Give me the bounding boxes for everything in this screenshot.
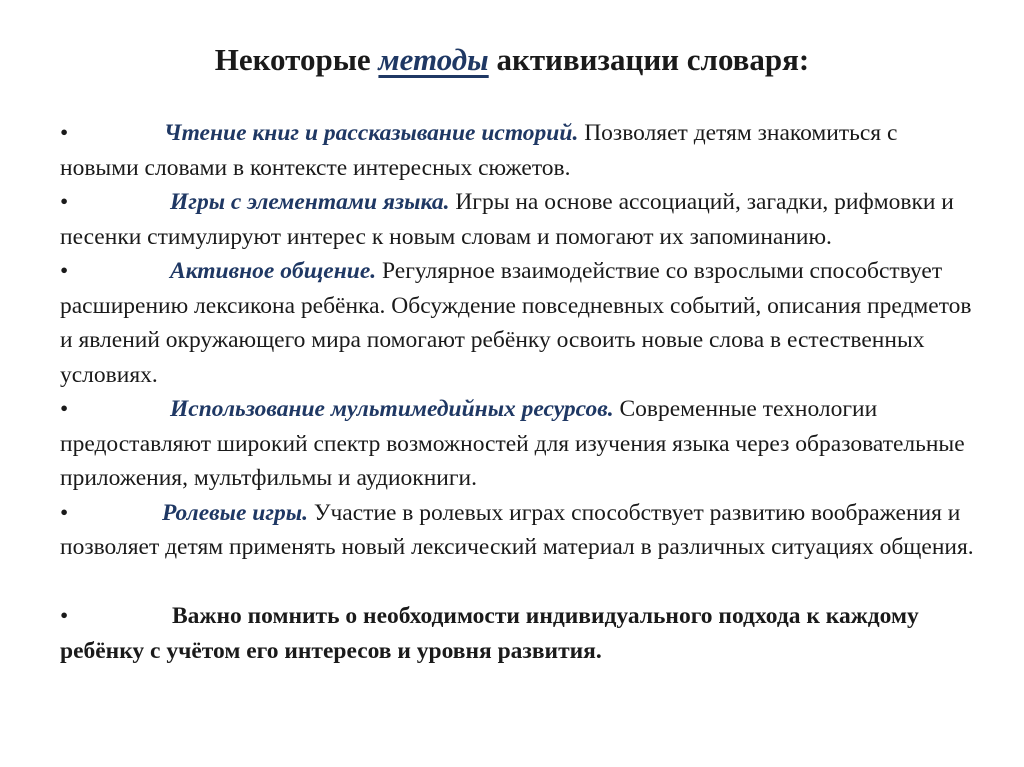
- bullet-marker: •: [60, 499, 69, 526]
- list-item-role-play: [60, 496, 980, 565]
- title-after: активизации словаря:: [488, 42, 810, 77]
- bullet-marker: •: [60, 603, 69, 629]
- title-emphasis: методы: [378, 42, 489, 77]
- list-item-language-games: [60, 185, 980, 254]
- bullet-marker: •: [60, 189, 69, 215]
- bullet-marker: •: [60, 258, 69, 284]
- bullet-marker: •: [60, 396, 69, 422]
- method-list: [60, 116, 980, 668]
- list-item-reading: [60, 116, 980, 185]
- title-before: Некоторые: [214, 42, 379, 77]
- method-description: Участие в ролевых играх способствует развитию воображения и позволяет детям применять новый лексический материал в различных ситуациях общения.: [60, 499, 974, 560]
- method-term: Активное общение.: [170, 258, 377, 284]
- list-item-multimedia: [60, 392, 980, 496]
- method-term: Использование мультимедийных ресурсов.: [170, 396, 614, 422]
- list-item-note: [60, 599, 980, 668]
- bullet-marker: •: [60, 120, 69, 146]
- method-description: Современные технологии предоставляют широкий спектр возможностей для изучения языка через образовательные приложения, мультфильмы и аудиокниги.: [60, 396, 965, 491]
- method-term: Ролевые игры.: [162, 499, 308, 526]
- slide-title: [0, 40, 1024, 80]
- method-term: Игры с элементами языка.: [170, 189, 450, 215]
- method-term: Чтение книг и рассказывание историй.: [164, 120, 579, 146]
- method-description: Позволяет детям знакомиться с новыми словами в контексте интересных сюжетов.: [60, 120, 898, 181]
- method-description: Игры на основе ассоциаций, загадки, рифмовки и песенки стимулируют интерес к новым словам и помогают их запоминанию.: [60, 189, 954, 250]
- list-item-active-communication: [60, 254, 980, 392]
- method-description: Регулярное взаимодействие со взрослыми способствует расширению лексикона ребёнка. Обсуждение повседневных событий, описания предметов и явлений окружающего мира помогают ребёнку освоить новые слова в естественных условиях.: [60, 258, 972, 388]
- note-text: Важно помнить о необходимости индивидуального подхода к каждому ребёнку с учётом его интересов и уровня развития.: [60, 603, 919, 664]
- spacer: [60, 565, 980, 600]
